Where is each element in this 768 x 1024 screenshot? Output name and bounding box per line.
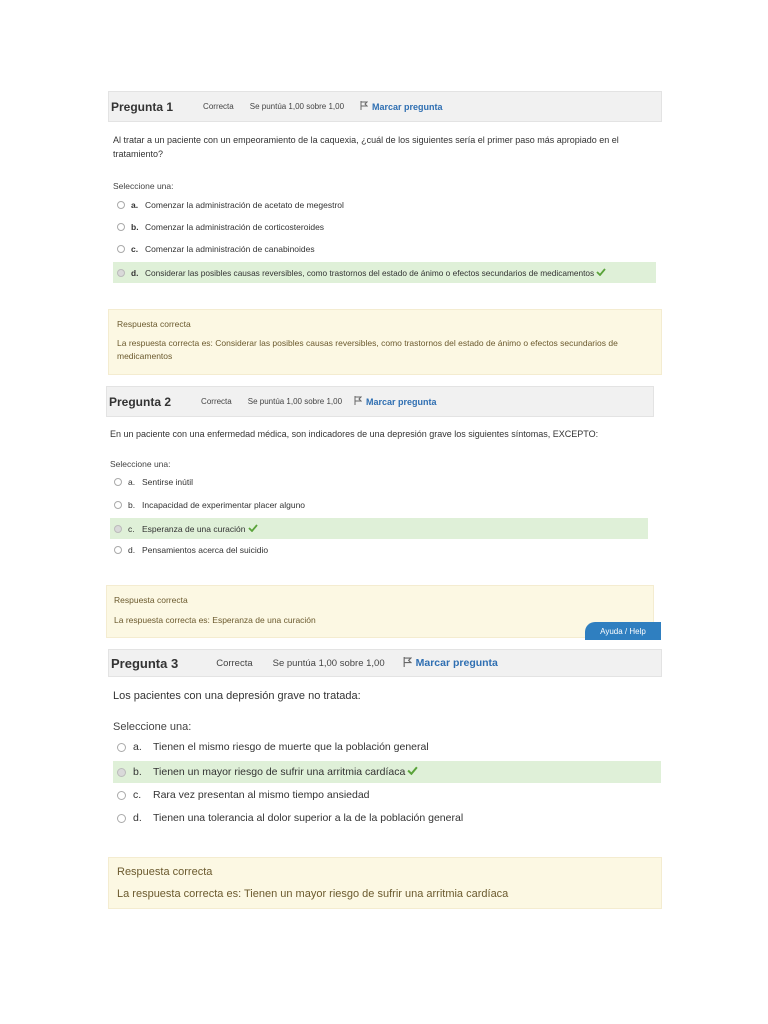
option-letter: a. [128, 477, 136, 487]
checkmark-icon [407, 766, 418, 778]
radio-icon[interactable] [117, 791, 126, 800]
radio-icon[interactable] [117, 814, 126, 823]
question-2-header [106, 386, 654, 417]
question-1-option-d[interactable] [113, 262, 656, 283]
radio-icon[interactable] [117, 223, 125, 231]
question-3-state: Correcta [216, 657, 253, 669]
radio-icon[interactable] [114, 478, 122, 486]
question-3-prompt: Seleccione una: [113, 721, 192, 733]
question-3-grade: Se puntúa 1,00 sobre 1,00 [272, 657, 385, 669]
question-2-option-a[interactable] [110, 474, 647, 490]
question-1-option-c[interactable] [113, 241, 653, 257]
radio-icon[interactable] [117, 201, 125, 209]
radio-icon[interactable] [114, 501, 122, 509]
question-2-state: Correcta [201, 397, 232, 406]
question-2-option-c[interactable] [110, 518, 648, 539]
question-1-title: Pregunta 1 [111, 99, 174, 114]
option-text: Pensamientos acerca del suicidio [142, 545, 269, 555]
question-3-option-d[interactable] [113, 809, 653, 827]
radio-icon[interactable] [117, 743, 126, 752]
option-letter: c. [131, 244, 139, 254]
question-3-header [108, 649, 662, 677]
question-1-option-b[interactable] [113, 219, 653, 235]
option-letter: b. [128, 500, 136, 510]
question-2-grade: Se puntúa 1,00 sobre 1,00 [247, 397, 343, 406]
radio-icon[interactable] [117, 269, 125, 277]
flag-icon [354, 396, 362, 407]
feedback-title: Respuesta correcta [114, 595, 188, 605]
question-3-feedback [108, 857, 662, 909]
question-3-option-a[interactable] [113, 738, 653, 756]
option-letter: a. [131, 200, 139, 210]
option-letter: a. [133, 741, 142, 753]
option-text: Sentirse inútil [142, 477, 194, 487]
radio-icon[interactable] [114, 546, 122, 554]
question-2-title: Pregunta 2 [109, 394, 172, 409]
question-2-prompt: Seleccione una: [110, 459, 171, 469]
question-1-state: Correcta [203, 102, 234, 111]
option-text: Comenzar la administración de canabinoides [145, 244, 315, 254]
option-text: Considerar las posibles causas reversibles, como trastornos del estado de ánimo o efectos secundarios de medicamentos [145, 267, 595, 278]
question-1-header [108, 91, 662, 122]
radio-icon[interactable] [117, 768, 126, 777]
option-text: Esperanza de una curación [142, 523, 246, 534]
question-1-flag-link[interactable]: Marcar pregunta [360, 101, 443, 112]
option-letter: d. [133, 812, 142, 824]
question-3-title: Pregunta 3 [111, 655, 179, 671]
checkmark-icon [596, 268, 606, 278]
question-1-feedback [108, 309, 662, 375]
option-text: Tienen una tolerancia al dolor superior a la de la población general [153, 812, 464, 824]
question-1-text: Al tratar a un paciente con un empeoramiento de la caquexia, ¿cuál de los siguientes sería el primer paso más apropiado en el tratamiento? [113, 135, 619, 159]
question-2-option-d[interactable] [110, 542, 647, 558]
help-button[interactable]: Ayuda / Help [585, 622, 661, 640]
feedback-text: La respuesta correcta es: Considerar las posibles causas reversibles, como trastornos del estado de ánimo o efectos secundarios de medicamentos [117, 338, 618, 362]
question-1-grade: Se puntúa 1,00 sobre 1,00 [249, 102, 345, 111]
option-text: Comenzar la administración de corticosteroides [145, 222, 325, 232]
flag-icon [403, 657, 412, 670]
option-text: Comenzar la administración de acetato de megestrol [145, 200, 344, 210]
question-1-option-a[interactable] [113, 197, 653, 213]
question-3-flag-link[interactable]: Marcar pregunta [403, 657, 498, 670]
question-3-option-b[interactable] [113, 761, 661, 783]
option-text: Incapacidad de experimentar placer alguno [142, 500, 306, 510]
flag-icon [360, 101, 368, 112]
option-text: Tienen un mayor riesgo de sufrir una arritmia cardíaca [153, 766, 406, 778]
question-2-option-b[interactable] [110, 497, 647, 513]
option-text: Rara vez presentan al mismo tiempo ansiedad [153, 789, 370, 801]
feedback-title: Respuesta correcta [117, 866, 213, 878]
checkmark-icon [248, 524, 258, 534]
option-letter: c. [133, 789, 142, 801]
option-letter: c. [128, 523, 135, 534]
feedback-text: La respuesta correcta es: Esperanza de una curación [114, 615, 316, 625]
option-letter: b. [133, 766, 142, 778]
question-3-option-c[interactable] [113, 786, 653, 804]
option-text: Tienen el mismo riesgo de muerte que la población general [153, 741, 429, 753]
question-2-flag-link[interactable]: Marcar pregunta [354, 396, 437, 407]
option-letter: b. [131, 222, 139, 232]
feedback-title: Respuesta correcta [117, 319, 191, 329]
question-3-text: Los pacientes con una depresión grave no tratada: [113, 690, 361, 702]
radio-icon[interactable] [114, 525, 122, 533]
question-1-prompt: Seleccione una: [113, 181, 174, 191]
radio-icon[interactable] [117, 245, 125, 253]
option-letter: d. [131, 267, 139, 278]
question-2-feedback [106, 585, 654, 638]
feedback-text: La respuesta correcta es: Tienen un mayor riesgo de sufrir una arritmia cardíaca [117, 888, 509, 900]
option-letter: d. [128, 545, 136, 555]
question-2-text: En un paciente con una enfermedad médica, son indicadores de una depresión grave los siguientes síntomas, EXCEPTO: [110, 429, 599, 439]
